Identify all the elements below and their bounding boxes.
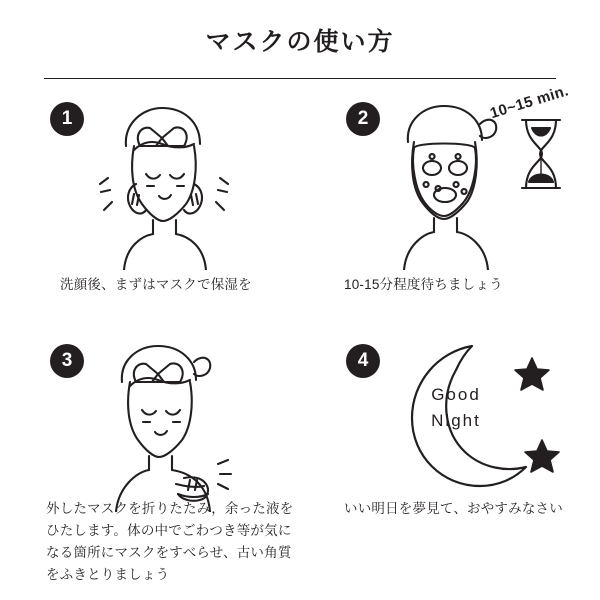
steps-grid bbox=[0, 82, 600, 590]
step-4-caption: いい明日を夢見て、おやすみなさい bbox=[344, 501, 563, 516]
step-2 bbox=[312, 82, 600, 330]
step-1-caption: 洗顔後、まずはマスクで保湿を bbox=[60, 277, 252, 292]
woman-wiping-neck-icon bbox=[50, 336, 294, 512]
step-4 bbox=[312, 332, 600, 572]
woman-waiting-with-mask-icon bbox=[346, 94, 590, 270]
step-number-badge: 3 bbox=[50, 344, 84, 378]
page-title: マスクの使い方 bbox=[205, 28, 395, 56]
woman-applying-mask-icon bbox=[50, 94, 294, 270]
step-number-badge: 1 bbox=[50, 102, 84, 136]
moon-stars-icon bbox=[346, 336, 590, 512]
timer-label: 10~15 min. bbox=[488, 82, 571, 123]
step-number-badge: 4 bbox=[346, 344, 380, 378]
step-3-caption: 外したマスクを折りたたみ，余った液をひたします。体の中でごわつき等が気になる箇所にマスクをすべらせ、古い角質をふきとりましょう bbox=[46, 501, 294, 582]
step-3 bbox=[16, 332, 304, 582]
moon-text-line-1: Good bbox=[431, 385, 481, 404]
step-number-badge: 2 bbox=[346, 102, 380, 136]
step-2-caption: 10-15分程度待ちましょう bbox=[344, 277, 503, 292]
title-divider bbox=[44, 78, 556, 79]
step-1 bbox=[16, 90, 304, 330]
moon-text-line-2: Night bbox=[431, 410, 481, 430]
